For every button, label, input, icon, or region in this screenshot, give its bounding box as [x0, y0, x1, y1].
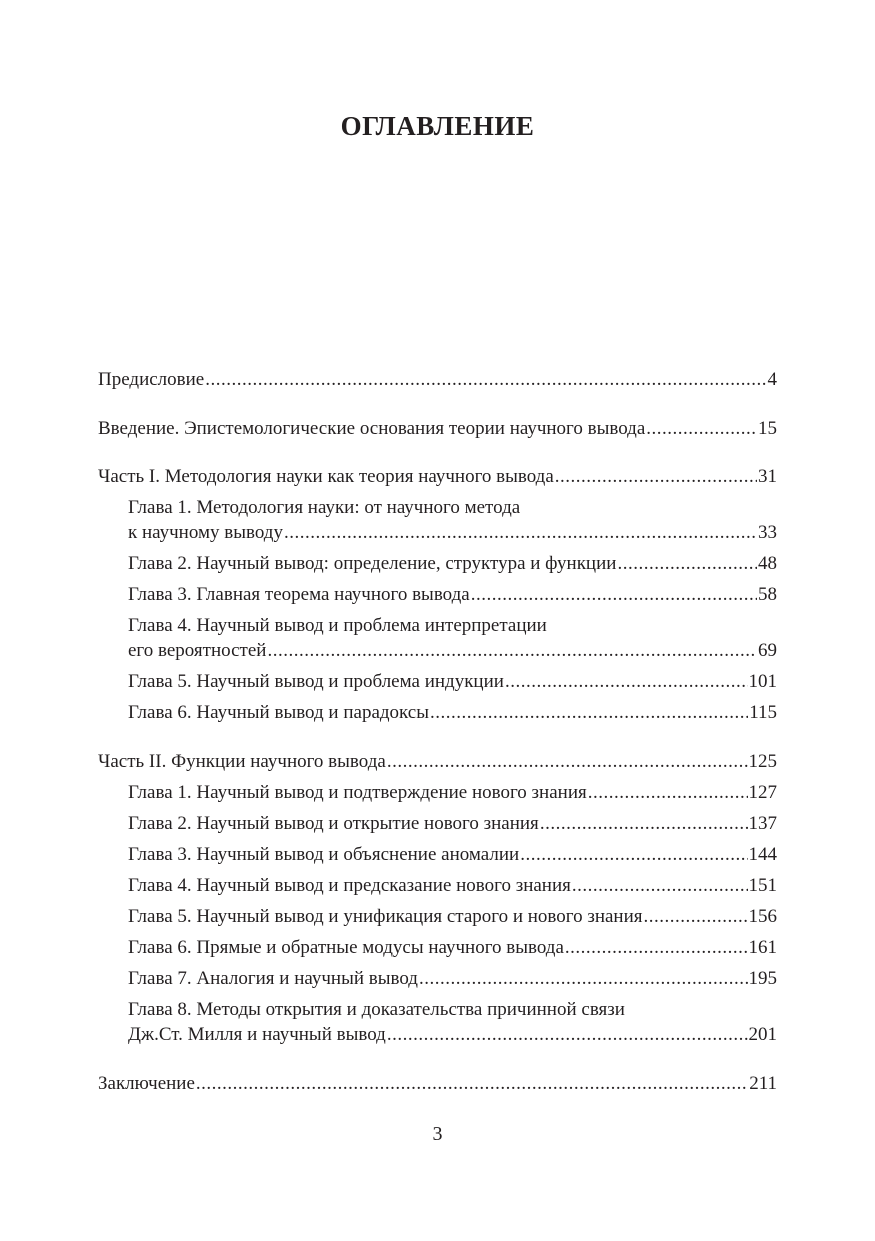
toc-entry-part2-chapter-8[interactable] [98, 997, 777, 1047]
dot-leader [646, 416, 757, 441]
table-of-contents [98, 365, 777, 1096]
toc-entry-label: Предисловие [98, 369, 205, 390]
toc-page-number: 58 [758, 584, 777, 605]
toc-entry-label: Глава 1. Научный вывод и подтверждение нового знания [128, 782, 587, 803]
dot-leader [540, 811, 748, 836]
toc-page-number: 33 [758, 522, 777, 543]
toc-page-number: 31 [758, 466, 777, 487]
toc-entry-part2-chapter-6[interactable] [98, 935, 777, 960]
toc-entry-part2-chapter-5[interactable] [98, 904, 777, 929]
toc-entry-part2-chapter-2[interactable] [98, 811, 777, 836]
dot-leader [284, 520, 757, 545]
toc-entry-label: Заключение [98, 1073, 195, 1094]
dot-leader [387, 749, 748, 774]
toc-entry-label: Глава 2. Научный вывод: определение, структура и функции [128, 553, 617, 574]
toc-entry-part1-chapter-3[interactable] [98, 582, 777, 607]
toc-entry-part1-chapter-6[interactable] [98, 700, 777, 725]
toc-page-number: 125 [748, 751, 777, 772]
dot-leader [267, 638, 757, 663]
toc-page-number: 144 [748, 844, 777, 865]
toc-entry-label: Глава 3. Главная теорема научного вывода [128, 584, 470, 605]
toc-page-number: 101 [748, 671, 777, 692]
dot-leader [555, 464, 757, 489]
toc-entry-introduction[interactable] [98, 416, 777, 441]
toc-page-number: 161 [748, 937, 777, 958]
dot-leader [430, 700, 748, 725]
toc-entry-preface[interactable] [98, 367, 777, 392]
page-title: ОГЛАВЛЕНИЕ [340, 111, 535, 141]
toc-entry-label: Введение. Эпистемологические основания теории научного вывода [98, 418, 646, 439]
dot-leader [471, 582, 757, 607]
toc-entry-label: Глава 6. Прямые и обратные модусы научного вывода [128, 937, 564, 958]
toc-entry-part1-chapter-5[interactable] [98, 669, 777, 694]
toc-page-number: 127 [748, 782, 777, 803]
toc-page-number: 115 [749, 702, 777, 723]
toc-entry-part2-chapter-1[interactable] [98, 780, 777, 805]
page-number: 3 [432, 1123, 443, 1145]
toc-entry-part1-chapter-4[interactable] [98, 613, 777, 663]
toc-entry-label: Часть II. Функции научного вывода [98, 751, 386, 772]
toc-entry-label: Глава 7. Аналогия и научный вывод [128, 968, 418, 989]
toc-page-number: 195 [748, 968, 777, 989]
toc-entry-label: его вероятностей [128, 640, 267, 661]
dot-leader [572, 873, 748, 898]
toc-page-number: 211 [749, 1073, 777, 1094]
toc-entry-label: Глава 5. Научный вывод и проблема индукции [128, 671, 504, 692]
dot-leader [205, 367, 766, 392]
toc-entry-part2-chapter-4[interactable] [98, 873, 777, 898]
toc-entry-label: Глава 3. Научный вывод и объяснение аномалии [128, 844, 520, 865]
toc-entry-label-line1: Глава 4. Научный вывод и проблема интерпретации [128, 615, 547, 636]
toc-entry-part-1[interactable] [98, 464, 777, 489]
toc-entry-conclusion[interactable] [98, 1071, 777, 1096]
dot-leader [588, 780, 748, 805]
toc-entry-part-2[interactable] [98, 749, 777, 774]
toc-entry-part2-chapter-7[interactable] [98, 966, 777, 991]
dot-leader [644, 904, 748, 929]
dot-leader [565, 935, 748, 960]
toc-page-number: 15 [758, 418, 777, 439]
toc-page-number: 151 [748, 875, 777, 896]
toc-entry-label: Глава 6. Научный вывод и парадоксы [128, 702, 429, 723]
dot-leader [419, 966, 748, 991]
toc-entry-label: к научному выводу [128, 522, 283, 543]
dot-leader [196, 1071, 748, 1096]
toc-entry-label: Глава 4. Научный вывод и предсказание нового знания [128, 875, 571, 896]
toc-entry-label: Глава 5. Научный вывод и унификация старого и нового знания [128, 906, 643, 927]
dot-leader [387, 1022, 748, 1047]
toc-entry-label: Дж.Ст. Милля и научный вывод [128, 1024, 386, 1045]
toc-entry-part1-chapter-2[interactable] [98, 551, 777, 576]
dot-leader [505, 669, 748, 694]
toc-page-number: 137 [748, 813, 777, 834]
toc-page-number: 156 [748, 906, 777, 927]
toc-entry-label-line1: Глава 1. Методология науки: от научного метода [128, 497, 521, 518]
toc-entry-part1-chapter-1[interactable] [98, 495, 777, 545]
toc-page-number: 48 [758, 553, 777, 574]
toc-entry-label-line1: Глава 8. Методы открытия и доказательства причинной связи [128, 999, 625, 1020]
toc-entry-part2-chapter-3[interactable] [98, 842, 777, 867]
toc-page-number: 201 [748, 1024, 777, 1045]
toc-page-number: 69 [758, 640, 777, 661]
dot-leader [520, 842, 747, 867]
toc-page-number: 4 [767, 369, 777, 390]
dot-leader [617, 551, 757, 576]
toc-entry-label: Часть I. Методология науки как теория научного вывода [98, 466, 554, 487]
toc-entry-label: Глава 2. Научный вывод и открытие нового знания [128, 813, 539, 834]
